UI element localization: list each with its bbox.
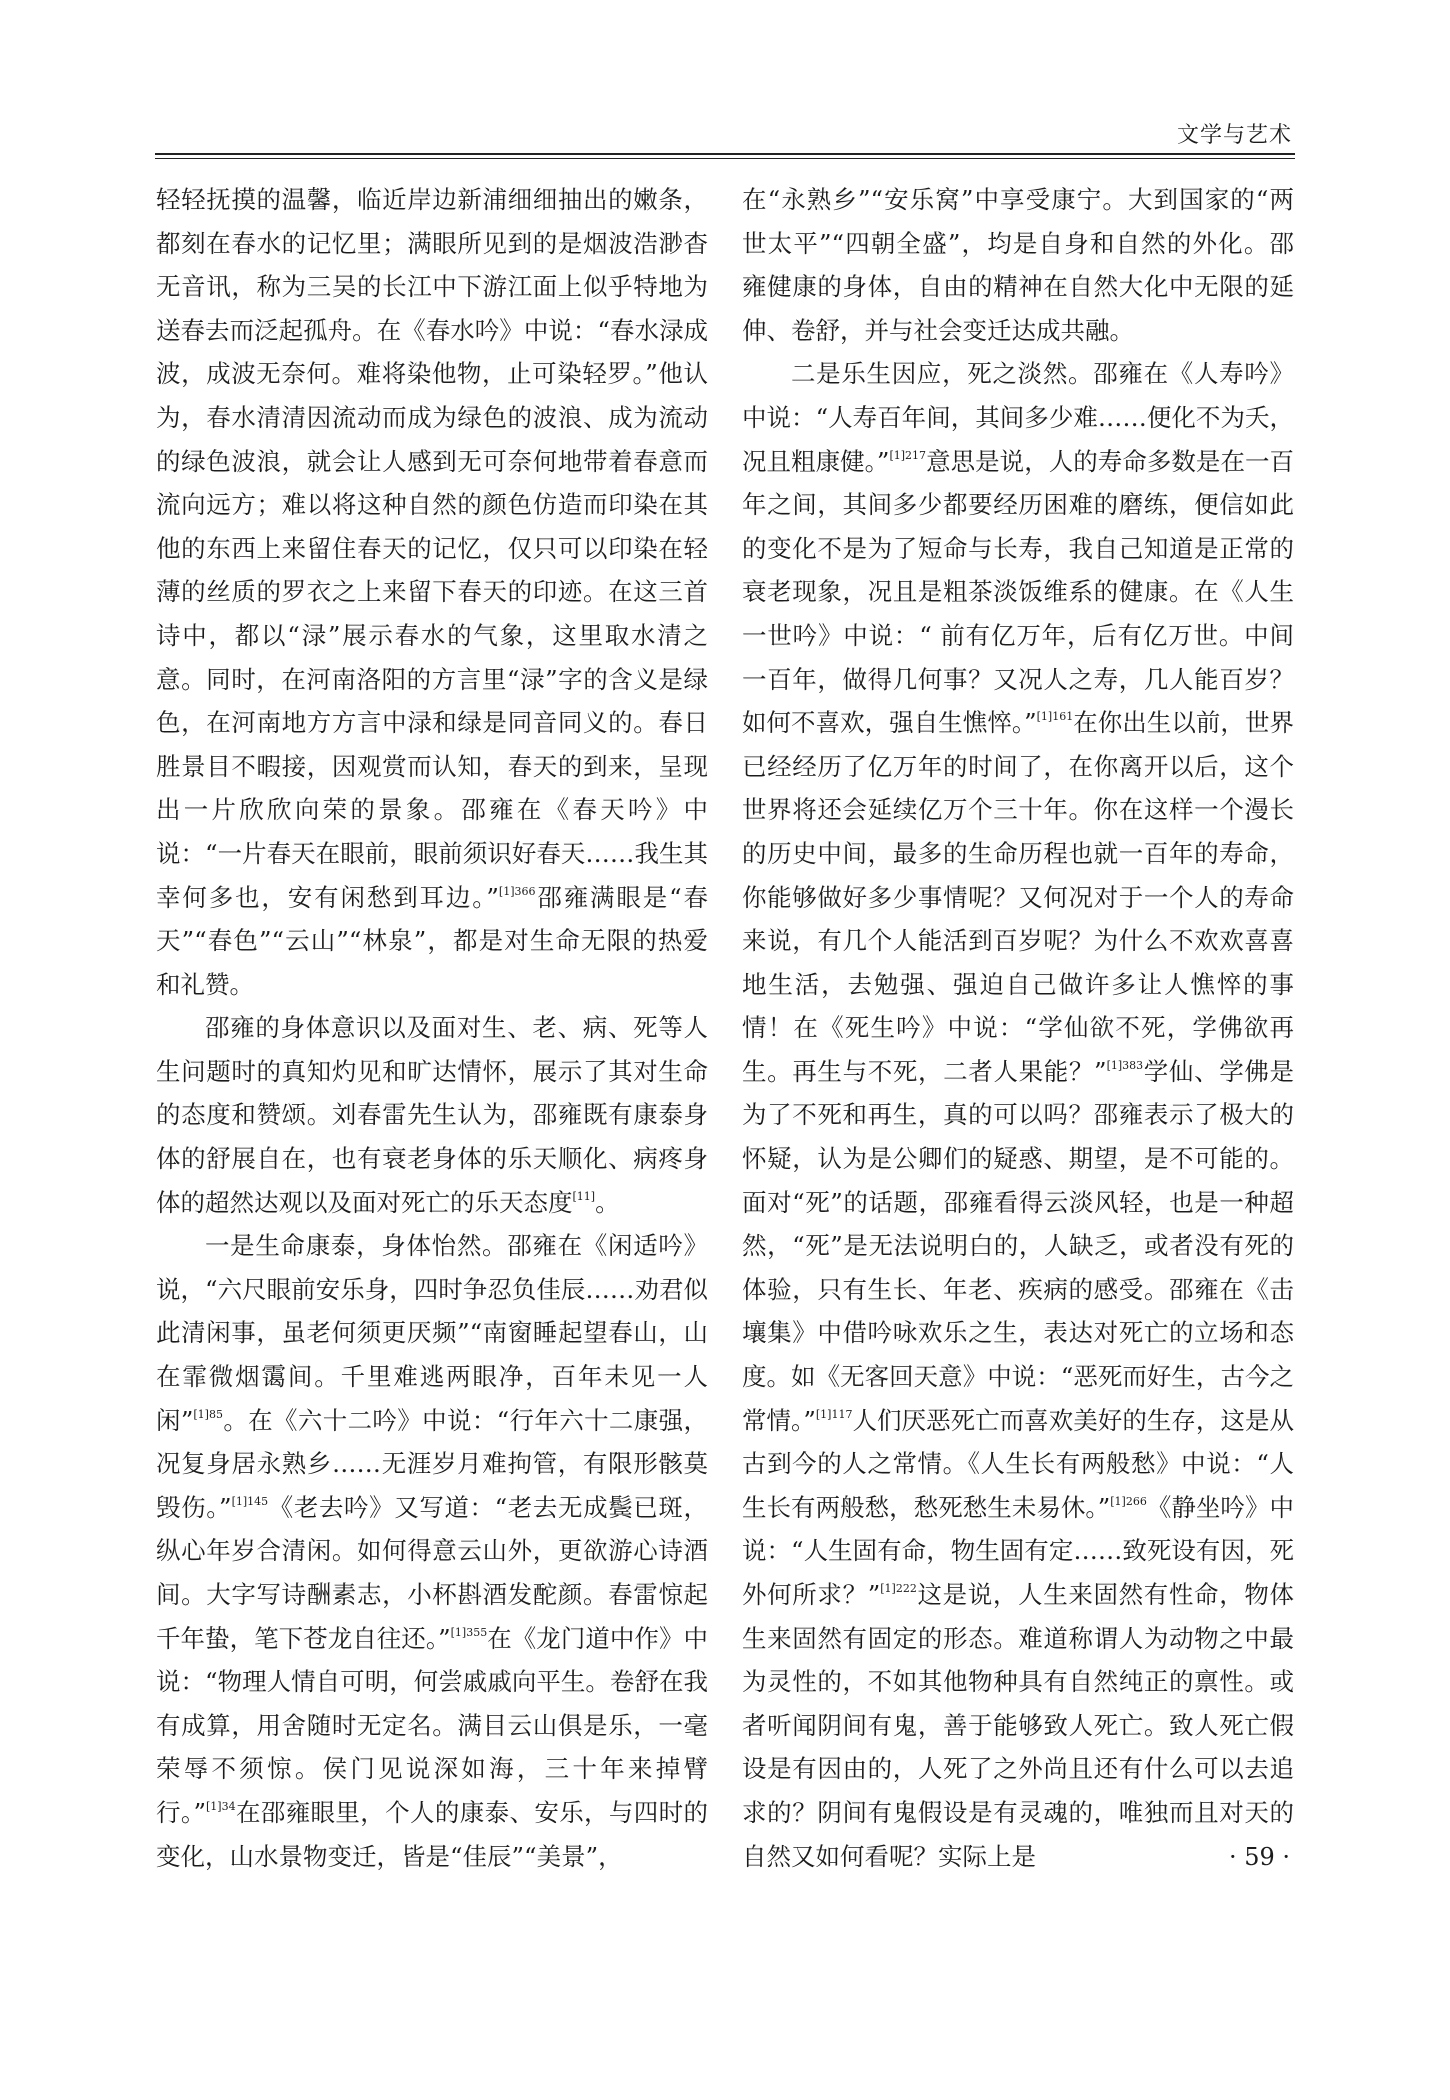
text-run: 邵雍满眼是“春天”“春色”“云山”“林泉”，都是对生命无限的热爱和礼赞。 bbox=[156, 882, 708, 999]
text-run: 《静坐吟》中说：“人生固有命，物生固有定……致死设有因，死外何所求？” bbox=[742, 1492, 1294, 1609]
citation-ref: [1]117 bbox=[815, 1407, 853, 1421]
text-run: 意思是说，人的寿命多数是在一百年之间，其间多少都要经历困难的磨练，便信如此的变化不是为了短命与长寿，我自己知道是正常的衰老现象，况且是粗茶淡饭维系的健康。在《人生一世吟》中说：“ 前有亿万年，后有亿万世。中间一百年，做得几何事？又况人之寿，几人能百岁？如何不喜欢，强自生憔悴。” bbox=[742, 446, 1295, 738]
text-run: 轻轻抚摸的温馨，临近岸边新浦细细抽出的嫩条，都刻在春水的记忆里；满眼所见到的是烟波浩渺杳无音讯，称为三吴的长江中下游江面上似乎特地为送春去而泛起孤舟。在《春水吟》中说：“春水渌成波，成波无奈何。难将染他物，止可染轻罗。”他认为，春水清清因流动而成为绿色的波浪、成为流动的绿色波浪，就会让人感到无可奈何地带着春意而流向远方；难以将这种自然的颜色仿造而印染在其他的东西上来留住春天的记忆，仅只可以印染在轻薄的丝质的罗衣之上来留下春天的印迹。在这三首诗中，都以“渌”展示春水的气象，这里取水清之意。同时，在河南洛阳的方言里“渌”字的含义是绿色，在河南地方方言中渌和绿是同音同义的。春日胜景目不暇接，因观赏而认知，春天的到来，呈现出一片欣欣向荣的景象。邵雍在《春天吟》中说：“一片春天在眼前，眼前须识好春天……我生其幸何多也，安有闲愁到耳边。” bbox=[156, 185, 708, 912]
text-run: 学仙、学佛是为了不死和再生，真的可以吗？邵雍表示了极大的怀疑，认为是公卿们的疑惑、期望，是不可能的。面对“死”的话题，邵雍看得云淡风轻，也是一种超然，“死”是无法说明白的，人缺乏，或者没有死的体验，只有生长、年老、疾病的感受。邵雍在《击壤集》中借吟咏欢乐之生，表达对死亡的立场和态度。如《无客回天意》中说：“恶死而好生，古今之常情。” bbox=[742, 1056, 1295, 1435]
citation-ref: [1]145 bbox=[231, 1494, 269, 1508]
text-run: 二是乐生因应，死之淡然。邵雍在《人寿吟》中说：“人寿百年间，其间多少难……便化不为夭，况且粗康健。” bbox=[742, 359, 1294, 476]
citation-ref: [1]222 bbox=[880, 1582, 917, 1595]
citation-ref: [1]355 bbox=[450, 1625, 488, 1639]
paragraph bbox=[156, 178, 708, 1006]
citation-ref: [1]217 bbox=[889, 448, 927, 462]
citation-ref: [1]34 bbox=[206, 1799, 236, 1813]
text-run: 。 bbox=[595, 1187, 620, 1217]
paragraph bbox=[156, 1006, 708, 1224]
text-run: 一是生命康泰，身体怡然。邵雍在《闲适吟》说，“六尺眼前安乐身，四时争忍负佳辰……劝君似此清闲事，虽老何须更厌频”“南窗睡起望春山，山在霏微烟霭间。千里难逃两眼净，百年未见一人闲” bbox=[156, 1231, 708, 1435]
citation-ref: [1]161 bbox=[1036, 710, 1074, 724]
text-run: 。在《六十二吟》中说：“行年六十二康强，况复身居永熟乡……无涯岁月难拘管，有限形骸莫毁伤。” bbox=[156, 1405, 708, 1522]
text-run: 在《龙门道中作》中说：“物理人情自可明，何尝戚戚向平生。卷舒在我有成算，用舍随时无定名。满目云山俱是乐，一毫荣辱不须惊。侯门见说深如海，三十年来掉臂行。” bbox=[156, 1623, 708, 1827]
text-run: 《老去吟》又写道：“老去无成鬓已斑，纵心年岁合清闲。如何得意云山外，更欲游心诗酒间。大字写诗酬素志，小杯斟酒发酡颜。春雷惊起千年蛰，笔下苍龙自往还。” bbox=[156, 1492, 708, 1653]
paragraph bbox=[156, 1224, 708, 1878]
header-rule bbox=[155, 153, 1295, 155]
text-run: 这是说，人生来固然有性命，物体生来固然有固定的形态。难道称谓人为动物之中最为灵性的，不如其他物种具有自然纯正的禀性。或者听闻阴间有鬼，善于能够致人死亡。致人死亡假设是有因由的，人死了之外尚且还有什么可以去追求的？阴间有鬼假设是有灵魂的，唯独而且对天的自然又如何看呢？实际上是 bbox=[742, 1580, 1294, 1871]
left-column bbox=[156, 178, 708, 1878]
citation-ref: [11] bbox=[572, 1189, 596, 1203]
right-column bbox=[742, 178, 1294, 1878]
section-label: 文学与艺术 bbox=[1176, 123, 1292, 148]
text-run: 在你出生以前，世界已经经历了亿万年的时间了，在你离开以后，这个世界将还会延续亿万个三十年。你在这样一个漫长的历史中间，最多的生命历程也就一百年的寿命，你能够做好多少事情呢？又何况对于一个人的寿命来说，有几个人能活到百岁呢？为什么不欢欢喜喜地生活，去勉强、强迫自己做许多让人憔悴的事情！在《死生吟》中说：“学仙欲不死，学佛欲再生。再生与不死，二者人果能？” bbox=[742, 708, 1294, 1086]
text-run: 邵雍的身体意识以及面对生、老、病、死等人生问题时的真知灼见和旷达情怀，展示了其对生命的态度和赞颂。刘春雷先生认为，邵雍既有康泰身体的舒展自在，也有衰老身体的乐天顺化、病疼身体的超然达观以及面对死亡的乐天态度 bbox=[156, 1013, 708, 1217]
citation-ref: [1]383 bbox=[1106, 1058, 1144, 1072]
header-rule-thin bbox=[155, 158, 1295, 159]
paragraph bbox=[742, 352, 1294, 1878]
page-number: · 59 · bbox=[1228, 1843, 1290, 1871]
text-run: 人们厌恶死亡而喜欢美好的生存，这是从古到今的人之常情。《人生长有两般愁》中说：“人生长有两般愁，愁死愁生未易休。” bbox=[742, 1405, 1295, 1522]
citation-ref: [1]366 bbox=[498, 884, 536, 898]
citation-ref: [1]85 bbox=[193, 1407, 223, 1421]
paragraph bbox=[742, 178, 1294, 352]
text-run: 在邵雍眼里，个人的康泰、安乐，与四时的变化，山水景物变迁，皆是“佳辰”“美景”， bbox=[156, 1797, 709, 1871]
text-run: 在“永熟乡”“安乐窝”中享受康宁。大到国家的“两世太平”“四朝全盛”，均是自身和自然的外化。邵雍健康的身体，自由的精神在自然大化中无限的延伸、卷舒，并与社会变迁达成共融。 bbox=[742, 185, 1294, 345]
citation-ref: [1]266 bbox=[1110, 1494, 1147, 1508]
